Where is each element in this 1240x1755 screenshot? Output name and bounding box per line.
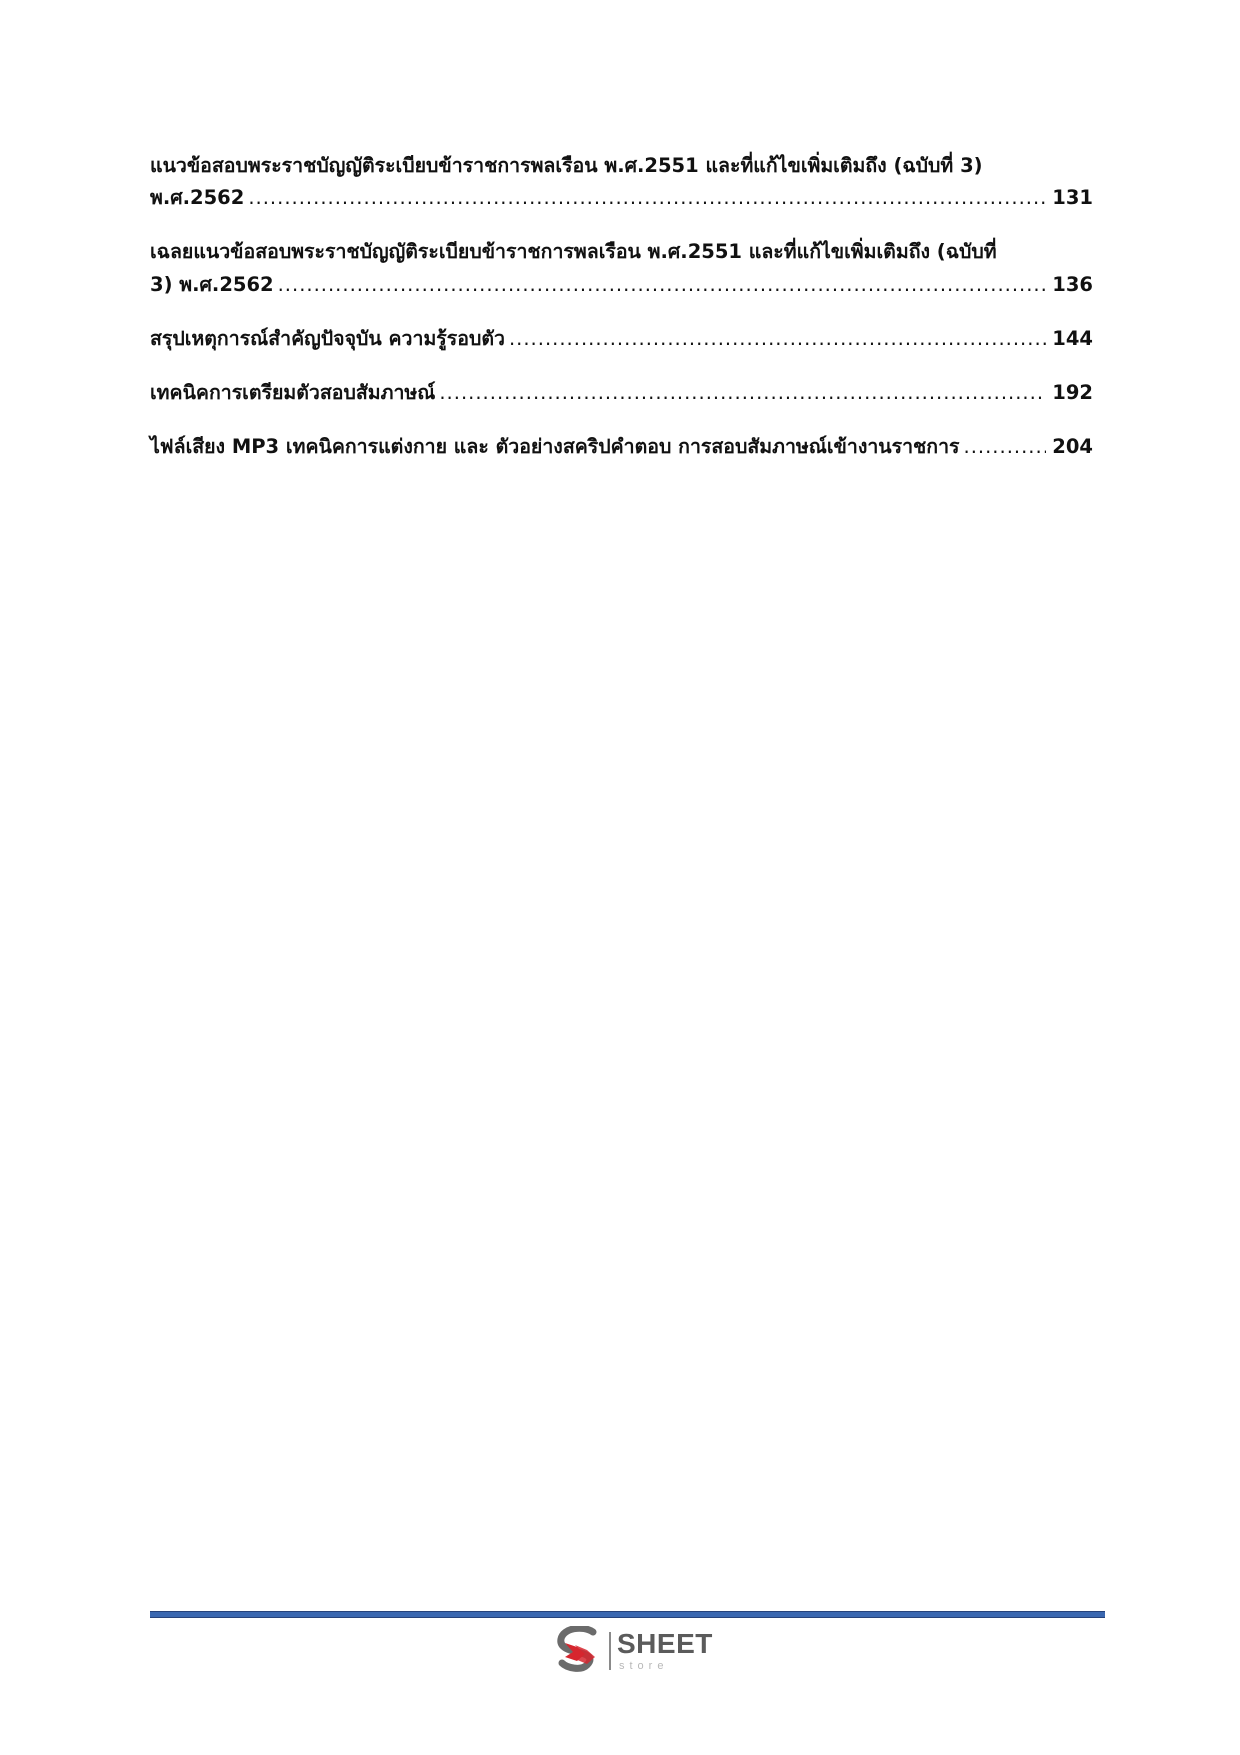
toc-entry-title: สรุปเหตุการณ์สำคัญปัจจุบัน ความรู้รอบตัว	[150, 326, 505, 350]
toc-entry-interview-prep[interactable]	[150, 377, 1093, 409]
toc-page-number: 131	[1052, 186, 1093, 210]
toc-entry-act-exam-answers[interactable]	[150, 236, 1093, 300]
dot-leader	[248, 182, 1046, 214]
toc-entry-current-events[interactable]	[150, 323, 1093, 355]
dot-leader	[964, 431, 1047, 463]
logo-wordmark: SHEET	[617, 1628, 713, 1659]
toc-entry-mp3-audio[interactable]	[150, 431, 1093, 463]
footer-divider	[150, 1611, 1105, 1618]
toc-entry-title: เทคนิคการเตรียมตัวสอบสัมภาษณ์	[150, 380, 436, 404]
toc-page-number: 144	[1052, 326, 1093, 350]
dot-leader	[278, 269, 1047, 301]
toc-entry-title: ไฟล์เสียง MP3 เทคนิคการแต่งกาย และ ตัวอย่างสคริปคำตอบ การสอบสัมภาษณ์เข้างานราชการ	[150, 435, 960, 459]
dot-leader	[439, 377, 1046, 409]
toc-entry-title-continued: พ.ศ.2562	[150, 186, 245, 210]
s-logo-icon	[553, 1626, 605, 1676]
sheet-store-logo	[553, 1626, 723, 1676]
toc-entry-act-exam[interactable]	[150, 150, 1093, 214]
toc-page-number: 192	[1052, 380, 1093, 404]
toc-page-number: 204	[1052, 435, 1093, 459]
toc-entry-title: เฉลยแนวข้อสอบพระราชบัญญัติระเบียบข้าราชการพลเรือน พ.ศ.2551 และที่แก้ไขเพิ่มเติมถึง (ฉบับที่	[150, 240, 997, 264]
logo-subtext: store	[619, 1660, 669, 1672]
logo-divider	[609, 1632, 611, 1670]
toc-entry-title: แนวข้อสอบพระราชบัญญัติระเบียบข้าราชการพลเรือน พ.ศ.2551 และที่แก้ไขเพิ่มเติมถึง (ฉบับที่ 3)	[150, 154, 983, 177]
table-of-contents	[150, 150, 1093, 485]
toc-entry-title-continued: 3) พ.ศ.2562	[150, 272, 274, 296]
toc-page-number: 136	[1052, 272, 1093, 296]
dot-leader	[509, 323, 1046, 355]
